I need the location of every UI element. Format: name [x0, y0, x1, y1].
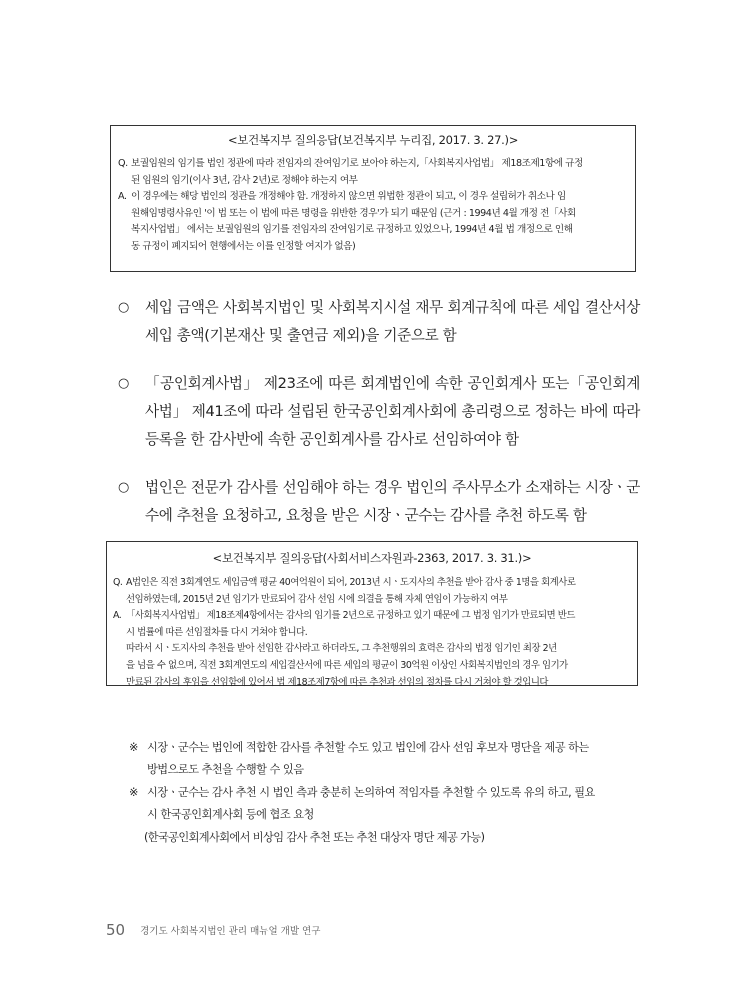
- bullet-item: [118, 370, 640, 454]
- question-line: 선임하였는데, 2015년 2년 임기가 만료되어 감사 선임 시에 의결을 통해 자체 연임이 가능하지 여부: [126, 593, 508, 605]
- answer-line: 복지사업법」 에서는 보궐임원의 임기를 전임자의 잔여임기로 규정하고 있었으나, 1994년 4월 법 개정으로 인해: [131, 224, 573, 236]
- qa-box-title: <보건복지부 질의응답(보건복지부 누리집, 2017. 3. 27.)>: [227, 133, 519, 147]
- question-mark: Q.: [113, 577, 123, 588]
- circle-bullet-icon: ○: [118, 300, 129, 315]
- answer-line: 원해임명령사유인 '이 법 또는 이 법에 따른 명령을 위반한 경우'가 되기 때문임 (근거 : 1994년 4월 개정 전「사회: [131, 207, 576, 219]
- answer-mark: A.: [113, 610, 122, 622]
- bullet-text: 「공인회계사법」 제23조에 따른 회계법인에 속한 공인회계사 또는「공인회계사법」 제41조에 따라 설립된 한국공인회계사회에 총리령으로 정하는 바에 따라 등록을 한 감사반에 속한 공인회계사를 감사로 선임하여야 함: [145, 375, 640, 448]
- note-line: 시장ㆍ군수는 법인에 적합한 감사를 추천할 수도 있고 법인에 감사 선임 후보자 명단을 제공 하는: [147, 741, 589, 754]
- page-footer: [106, 921, 320, 939]
- question-line: A법인은 직전 3회계연도 세입금액 평균 40여억원이 되어, 2013년 시ㆍ도지사의 추천을 받아 감사 중 1명을 회계사로: [126, 577, 576, 588]
- page-number: 50: [106, 921, 126, 939]
- answer-block: [118, 189, 628, 255]
- reference-mark-icon: ※: [129, 786, 138, 799]
- question-line: 보궐임원의 임기를 법인 정관에 따라 전임자의 잔여임기로 보아야 하는지,「사회복지사업법」 제18조제1항에 규정: [131, 158, 583, 169]
- circle-bullet-icon: ○: [118, 480, 129, 495]
- reference-mark-icon: ※: [129, 741, 138, 754]
- qa-box-ministry-nuri: [110, 125, 636, 272]
- answer-block: [113, 608, 631, 691]
- answer-line: 이 경우에는 해당 법인의 정관을 개정해야 함. 개정하지 않으면 위법한 정관이 되고, 이 경우 설립허가 취소나 임: [131, 191, 566, 203]
- parenthetical-note: (한국공인회계사회에서 비상임 감사 추천 또는 추천 대상자 명단 제공 가능): [144, 831, 485, 844]
- bullet-item: [118, 474, 640, 530]
- question-mark: Q.: [118, 158, 128, 169]
- note-line: 시 한국공인회계사회 등에 협조 요청: [147, 808, 314, 821]
- bullet-item: [118, 294, 640, 350]
- reference-note: [129, 782, 639, 826]
- answer-mark: A.: [118, 191, 127, 203]
- answer-line: 시 법률에 따른 선임절차를 다시 거쳐야 합니다.: [126, 626, 308, 638]
- document-title: 경기도 사회복지법인 관리 매뉴얼 개발 연구: [140, 926, 321, 937]
- question-block: [113, 575, 631, 608]
- note-line: 방법으로도 추천을 수행할 수 있음: [147, 763, 304, 776]
- circle-bullet-icon: ○: [118, 376, 129, 391]
- bullet-text: 세입 금액은 사회복지법인 및 사회복지시설 재무 회계규칙에 따른 세입 결산서상 세입 총액(기본재산 및 출연금 제외)을 기준으로 함: [145, 299, 640, 344]
- question-line: 된 임원의 임기(이사 3년, 감사 2년)로 정해야 하는지 여부: [131, 174, 358, 186]
- qa-box-social-service: [106, 541, 638, 686]
- answer-line: 따라서 시ㆍ도지사의 추천을 받아 선임한 감사라고 하더라도, 그 추천행위의 효력은 감사의 법정 임기인 최장 2년: [126, 643, 557, 655]
- reference-note: [129, 737, 639, 781]
- answer-line: 동 규정이 폐지되어 현행에서는 이를 인정할 여지가 없음): [131, 240, 356, 252]
- question-block: [118, 156, 628, 189]
- answer-line: 을 넘을 수 없으며, 직전 3회계연도의 세입결산서에 따른 세입의 평균이 30억원 이상인 사회복지법인의 경우 임기가: [126, 659, 568, 671]
- qa-box-title: <보건복지부 질의응답(사회서비스자원과-2363, 2017. 3. 31.)>: [212, 551, 532, 565]
- note-line: 시장ㆍ군수는 감사 추천 시 법인 측과 충분히 논의하여 적임자를 추천할 수 있도록 유의 하고, 필요: [147, 786, 595, 799]
- answer-line: 「사회복지사업법」 제18조제4항에서는 감사의 임기를 2년으로 규정하고 있기 때문에 그 법정 임기가 만료되면 반드: [126, 610, 575, 622]
- answer-line: 만료된 감사의 후임을 선임함에 있어서 법 제18조제7항에 따른 추천과 선임의 절차를 다시 거쳐야 할 것입니다: [126, 676, 549, 688]
- bullet-text: 법인은 전문가 감사를 선임해야 하는 경우 법인의 주사무소가 소재하는 시장ㆍ군수에 추천을 요청하고, 요청을 받은 시장ㆍ군수는 감사를 추천 하도록 함: [145, 479, 640, 524]
